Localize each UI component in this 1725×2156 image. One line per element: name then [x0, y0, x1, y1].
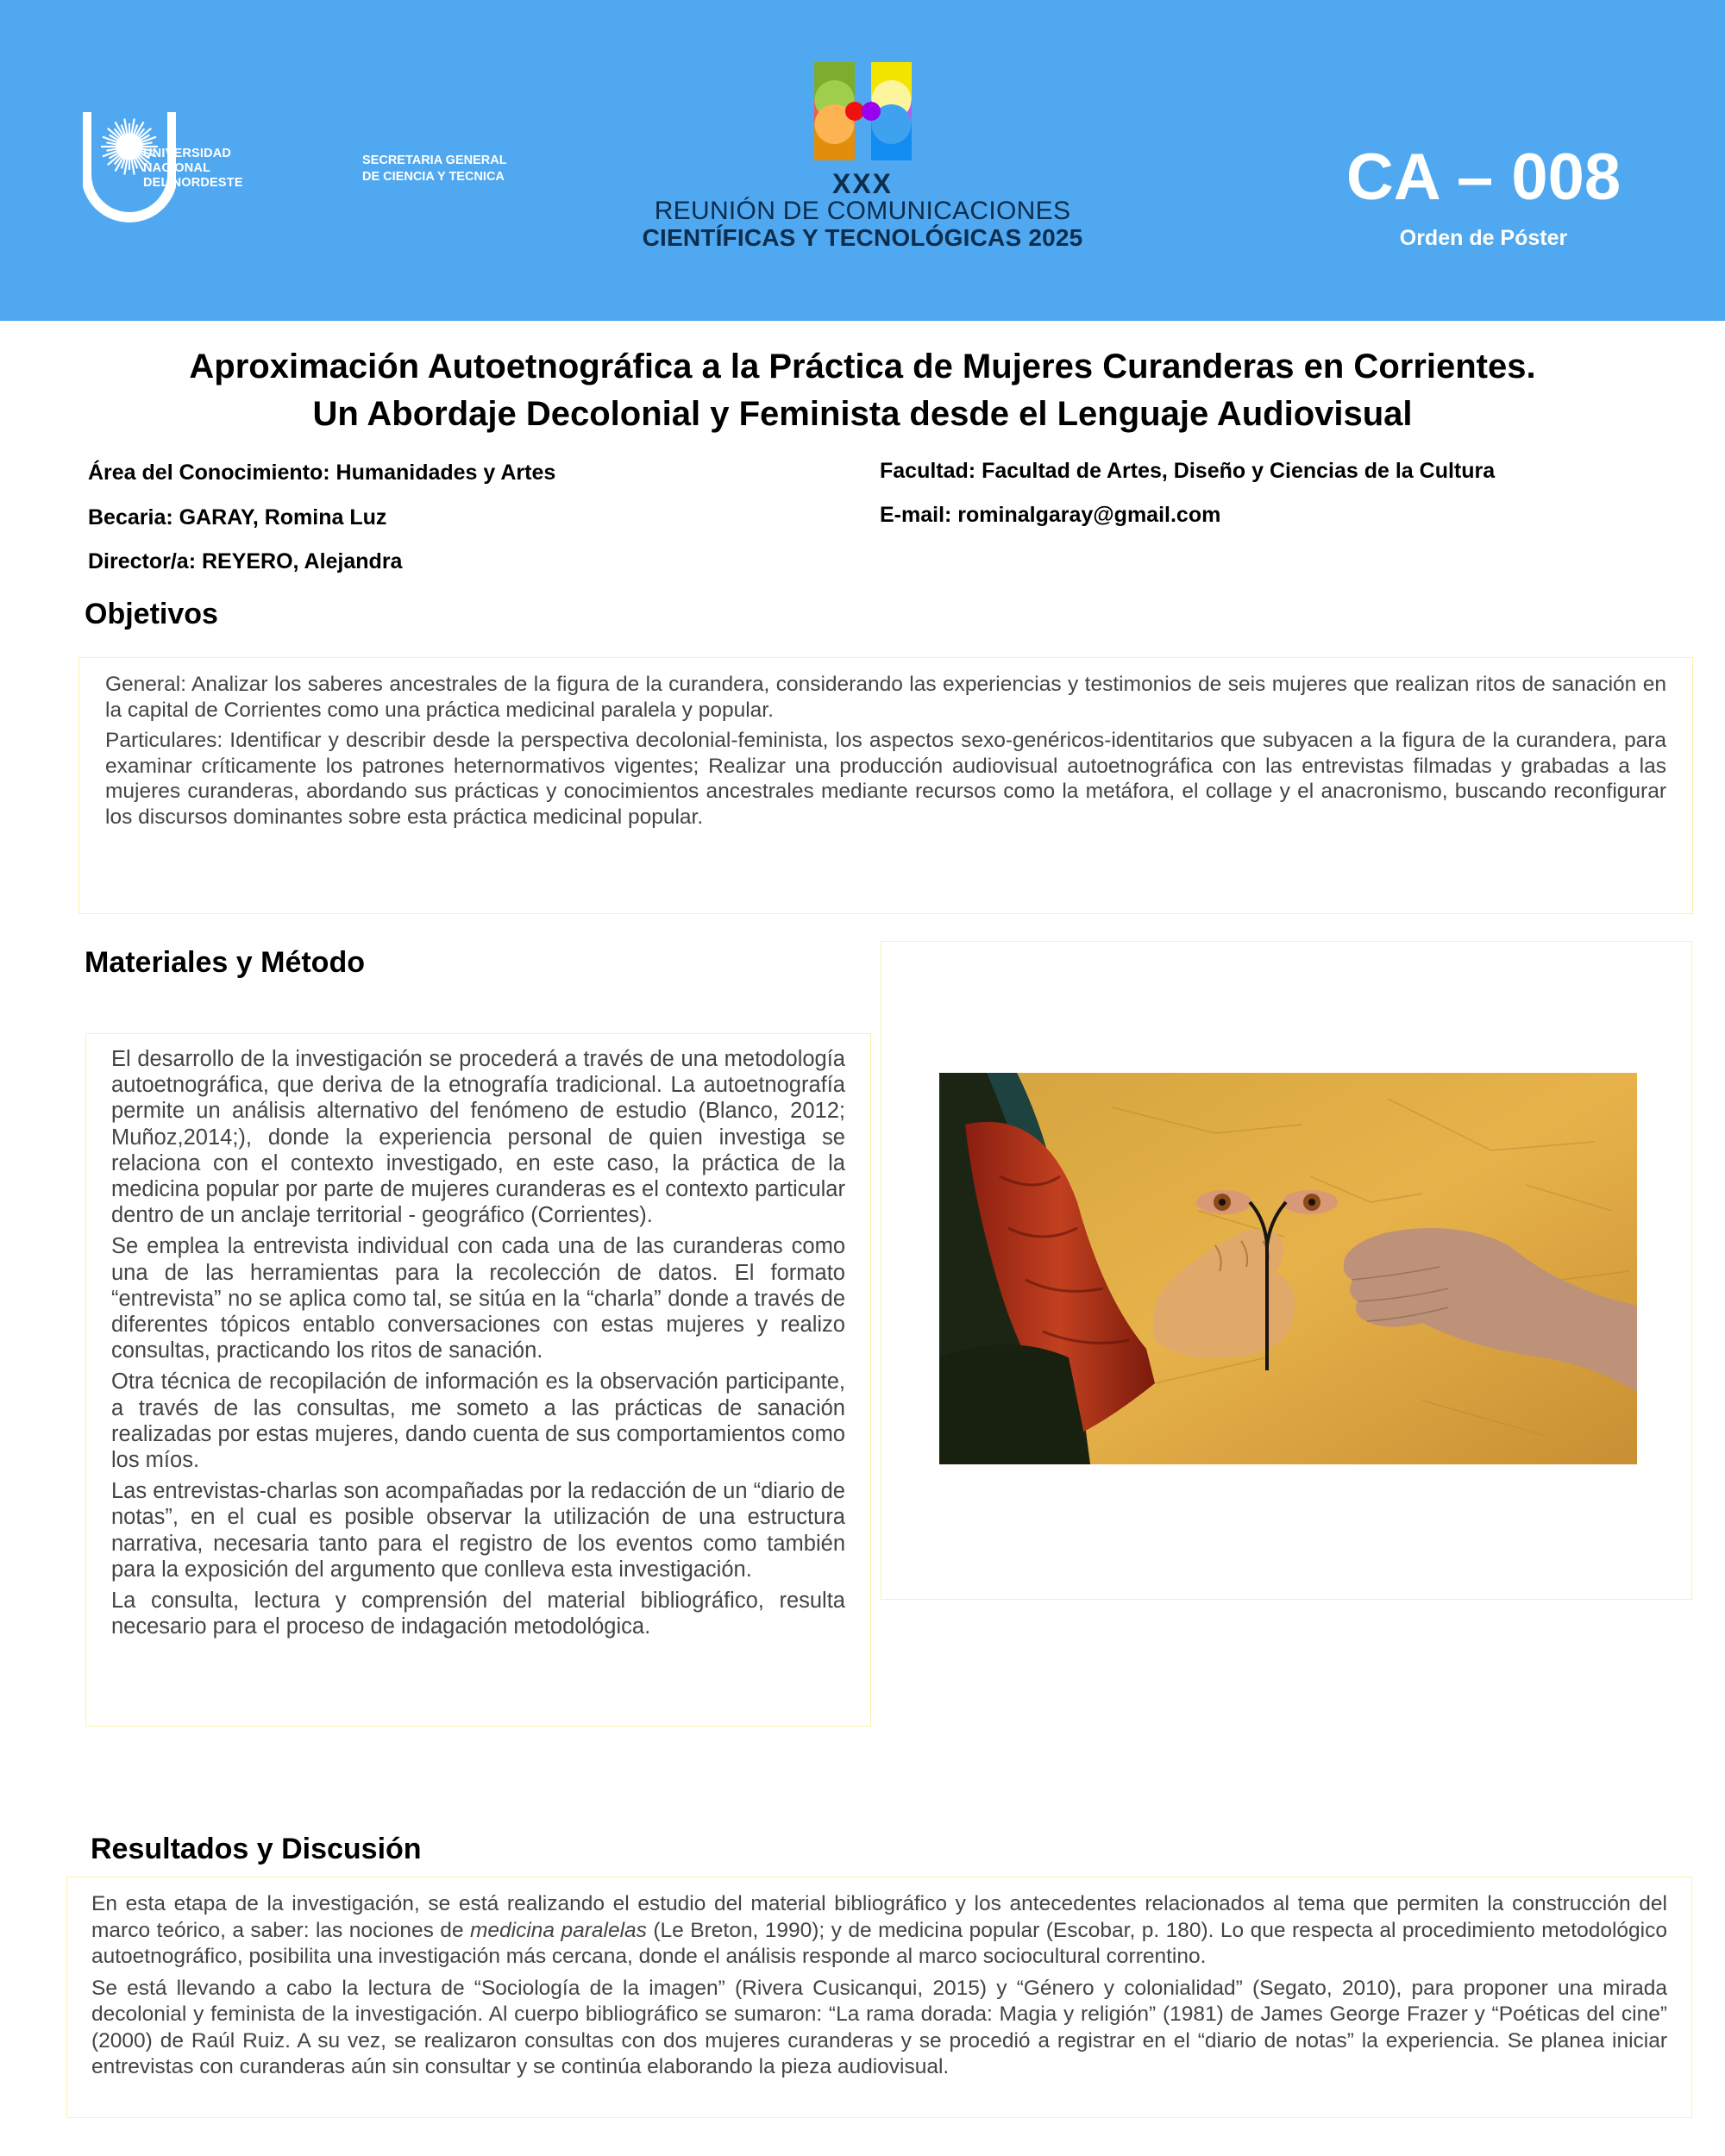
- resultados-box: [66, 1877, 1692, 2118]
- faculty-name: Facultad: Facultad de Artes, Diseño y Ciencias de la Cultura: [880, 459, 1496, 483]
- figure-box: [881, 941, 1692, 1600]
- results-text-span: En esta etapa de la investigación, se está realizando el estudio del material bibliográfico y los antecedentes relacionados al tema que permiten la construcción del marco teórico, a saber: las nociones de: [91, 1892, 1667, 1942]
- materiales-text: [111, 1046, 845, 1639]
- secretariat-line: DE CIENCIA Y TECNICA: [362, 170, 505, 184]
- results-paragraph: [91, 1891, 1667, 1971]
- scholar-name: Becaria: GARAY, Romina Luz: [88, 505, 387, 530]
- sun-ray: [132, 119, 135, 134]
- university-line: DEL NORDESTE: [143, 176, 243, 190]
- collage-artwork-image: [939, 1073, 1637, 1464]
- event-line2: CIENTÍFICAS Y TECNOLÓGICAS 2025: [642, 224, 1083, 251]
- resultados-text: [91, 1891, 1667, 2081]
- sun-ray: [124, 119, 127, 134]
- method-paragraph: Otra técnica de recopilación de información es la observación participante, a través de las consultas, me someto a las prácticas de sanación realizadas por estas mujeres, dando cuenta de sus comportamientos como los míos.: [111, 1369, 845, 1473]
- secretariat-line: SECRETARIA GENERAL: [362, 154, 507, 167]
- sun-ray: [106, 142, 116, 144]
- poster-order-label: Orden de Póster: [1399, 226, 1568, 250]
- sun-ray: [124, 160, 127, 175]
- secretariat-name: [362, 153, 507, 185]
- title-line2: Un Abordaje Decolonial y Feminista desde el Lenguaje Audiovisual: [312, 395, 1413, 433]
- sun-ray: [132, 160, 135, 175]
- results-emphasis: medicina paralelas: [470, 1918, 647, 1942]
- method-paragraph: El desarrollo de la investigación se procederá a través de una metodología autoetnográfica, que deriva de la etnografía tradicional. La autoetnografía permite un análisis alternativo del fenómeno de estudio (Blanco, 2012; Muñoz,2014;), donde la experiencia personal de quien investiga se relaciona con el contexto investigado, en este caso, la práctica de la medicina popular por parte de mujeres curanderas es el contexto particular dentro de un anclaje territorial - geográfico (Corrientes).: [111, 1047, 845, 1228]
- method-paragraph: La consulta, lectura y comprensión del material bibliográfico, resulta necesario para el proceso de indagación metodológica.: [111, 1589, 845, 1639]
- poster-title: [34, 343, 1690, 438]
- university-name: [143, 147, 243, 191]
- method-paragraph: Las entrevistas-charlas son acompañadas por la redacción de un “diario de notas”, en el cual es posible observar la utilización de una estructura narrativa, necesaria tanto para el registro de los eventos como también para la exposición del argumento que conlleva esta investigación.: [111, 1479, 845, 1582]
- materiales-box: [85, 1033, 871, 1727]
- contact-email[interactable]: E-mail: rominalgaray@gmail.com: [880, 503, 1221, 527]
- objective-general: General: Analizar los saberes ancestrales de la figura de la curandera, considerando las experiencias y testimonios de seis mujeres que realizan ritos de sanación en la capital de Corrientes como una práctica medicinal paralela y popular.: [105, 673, 1666, 722]
- section-heading-objetivos: Objetivos: [85, 598, 218, 630]
- event-logo-icon: [814, 62, 914, 160]
- section-heading-materiales: Materiales y Método: [85, 946, 365, 979]
- university-line: NACIONAL: [143, 161, 211, 175]
- knowledge-area: Área del Conocimiento: Humanidades y Artes: [88, 461, 556, 485]
- sun-ray: [106, 149, 116, 151]
- event-title: [604, 169, 1121, 252]
- title-line1: Aproximación Autoetnográfica a la Práctica de Mujeres Curanderas en Corrientes.: [189, 348, 1536, 385]
- poster-header: [0, 0, 1725, 321]
- poster-code: CA – 008: [1346, 141, 1622, 214]
- objective-particulares: Particulares: Identificar y describir desde la perspectiva decolonial-feminista, los aspectos sexo-genéricos-identitarios que subyacen a la figura de la curandera, para examinar críticamente los patrones heternormativos vigentes; Realizar una producción audiovisual autoetnográfica con las entrevistas filmadas y grabadas a las mujeres curanderas, abordando sus prácticas y conocimientos ancestrales mediante recursos como la metáfora, el collage y el anacronismo, buscando reconfigurar los discursos dominantes sobre esta práctica medicinal popular.: [105, 729, 1666, 829]
- event-line1: REUNIÓN DE COMUNICACIONES: [654, 197, 1071, 225]
- event-edition: XXX: [831, 168, 894, 199]
- objetivos-text: [105, 672, 1666, 830]
- university-line: UNIVERSIDAD: [143, 147, 232, 160]
- objetivos-box: [78, 657, 1693, 914]
- director-name: Director/a: REYERO, Alejandra: [88, 549, 403, 573]
- results-text-span: (Le Breton, 1990); y de medicina popular (Escobar, p. 180). Lo que respecta al procedimiento metodológico autoetnográfico, posibilita una investigación más cercana, donde el análisis responde al marco sociocultural correntino.: [91, 1918, 1667, 1968]
- results-paragraph: Se está llevando a cabo la lectura de “Sociología de la imagen” (Rivera Cusicanqui, 2015) y “Género y colonialidad” (Segato, 2010), para proponer una mirada decolonial y feminista de la investigación. Al cuerpo bibliográfico se sumaron: “La rama dorada: Magia y religión” (1981) de James George Frazer y “Poéticas del cine” (2000) de Raúl Ruiz. A su vez, se realizaron consultas con dos mujeres curanderas y se procedió a registrar en el “diario de notas” la experiencia. Se planea iniciar entrevistas con curanderas aún sin consultar y se continúa elaborando la pieza audiovisual.: [91, 1976, 1667, 2078]
- section-heading-resultados: Resultados y Discusión: [91, 1833, 422, 1865]
- sun-ray: [143, 142, 153, 144]
- method-paragraph: Se emplea la entrevista individual con cada una de las curanderas como una de las herramientas para la recolección de datos. El formato “entrevista” no se aplica como tal, se sitúa en la “charla” donde a través de diferentes tópicos entablo conversaciones con estas mujeres y realizo consultas, practicando los ritos de sanación.: [111, 1234, 845, 1363]
